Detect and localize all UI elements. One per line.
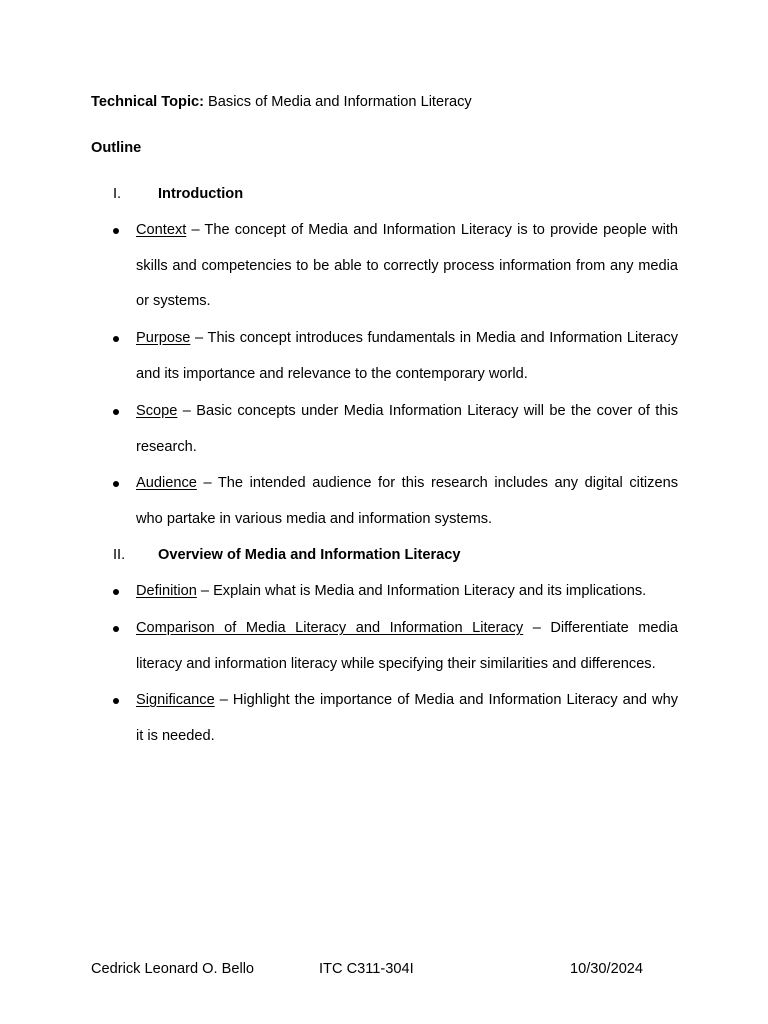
- bullet-icon: [113, 589, 119, 595]
- list-item-scope: [113, 403, 678, 474]
- list-item-context: [113, 222, 678, 329]
- list-item-text: [136, 321, 678, 392]
- footer-author: Cedrick Leonard O. Bello: [91, 961, 255, 977]
- list-item-description: – The concept of Media and Information Literacy is to provide people with skills and competencies to be able to correctly process information from any media or systems.: [136, 222, 678, 309]
- list-item-purpose: [113, 330, 678, 401]
- technical-topic-value: Basics of Media and Information Literacy: [208, 94, 472, 110]
- list-item-text: [136, 213, 678, 320]
- list-item-term: Context: [136, 222, 187, 238]
- list-item-description: – Differentiate media literacy and information literacy while specifying their similarities and differences.: [136, 620, 678, 672]
- list-item-description: – Basic concepts under Media Information Literacy will be the cover of this research.: [136, 403, 678, 455]
- list-item-description: – Explain what is Media and Information Literacy and its implications.: [196, 583, 647, 599]
- list-item-description: – The intended audience for this research includes any digital citizens who partake in various media and information systems.: [136, 475, 678, 527]
- list-item-term: Comparison of Media Literacy and Information Literacy: [136, 620, 524, 636]
- bullet-icon: [113, 228, 119, 234]
- bullet-icon: [113, 626, 119, 632]
- list-item-term: Definition: [136, 583, 197, 599]
- list-item-term: Scope: [136, 403, 178, 419]
- section-heading-introduction: [113, 185, 243, 203]
- technical-topic-line: [91, 93, 472, 111]
- bullet-icon: [113, 409, 119, 415]
- section-numeral: I.: [113, 186, 122, 202]
- list-item-description: – Highlight the importance of Media and Information Literacy and why it is needed.: [136, 692, 678, 744]
- list-item-term: Purpose: [136, 330, 191, 346]
- section-numeral: II.: [113, 547, 126, 563]
- technical-topic-label: Technical Topic:: [91, 94, 204, 110]
- list-item-audience: [113, 475, 678, 546]
- bullet-icon: [113, 481, 119, 487]
- list-item-term: Significance: [136, 692, 215, 708]
- outline-heading: Outline: [91, 140, 142, 156]
- list-item-text: [136, 683, 678, 754]
- list-item-text: [136, 611, 678, 682]
- bullet-icon: [113, 336, 119, 342]
- list-item-text: [136, 394, 678, 465]
- section-title: Overview of Media and Information Literacy: [158, 547, 461, 563]
- list-item-comparison: [113, 620, 678, 691]
- list-item-description: – This concept introduces fundamentals in Media and Information Literacy and its importance and relevance to the contemporary world.: [136, 330, 678, 382]
- section-title: Introduction: [158, 186, 244, 202]
- list-item-term: Audience: [136, 475, 197, 491]
- bullet-icon: [113, 698, 119, 704]
- list-item-significance: [113, 692, 678, 763]
- footer-date: 10/30/2024: [570, 961, 644, 977]
- footer-course: ITC C311-304I: [319, 961, 414, 977]
- section-heading-overview: [113, 546, 461, 564]
- list-item-text: [136, 466, 678, 537]
- list-item-text: [136, 574, 678, 610]
